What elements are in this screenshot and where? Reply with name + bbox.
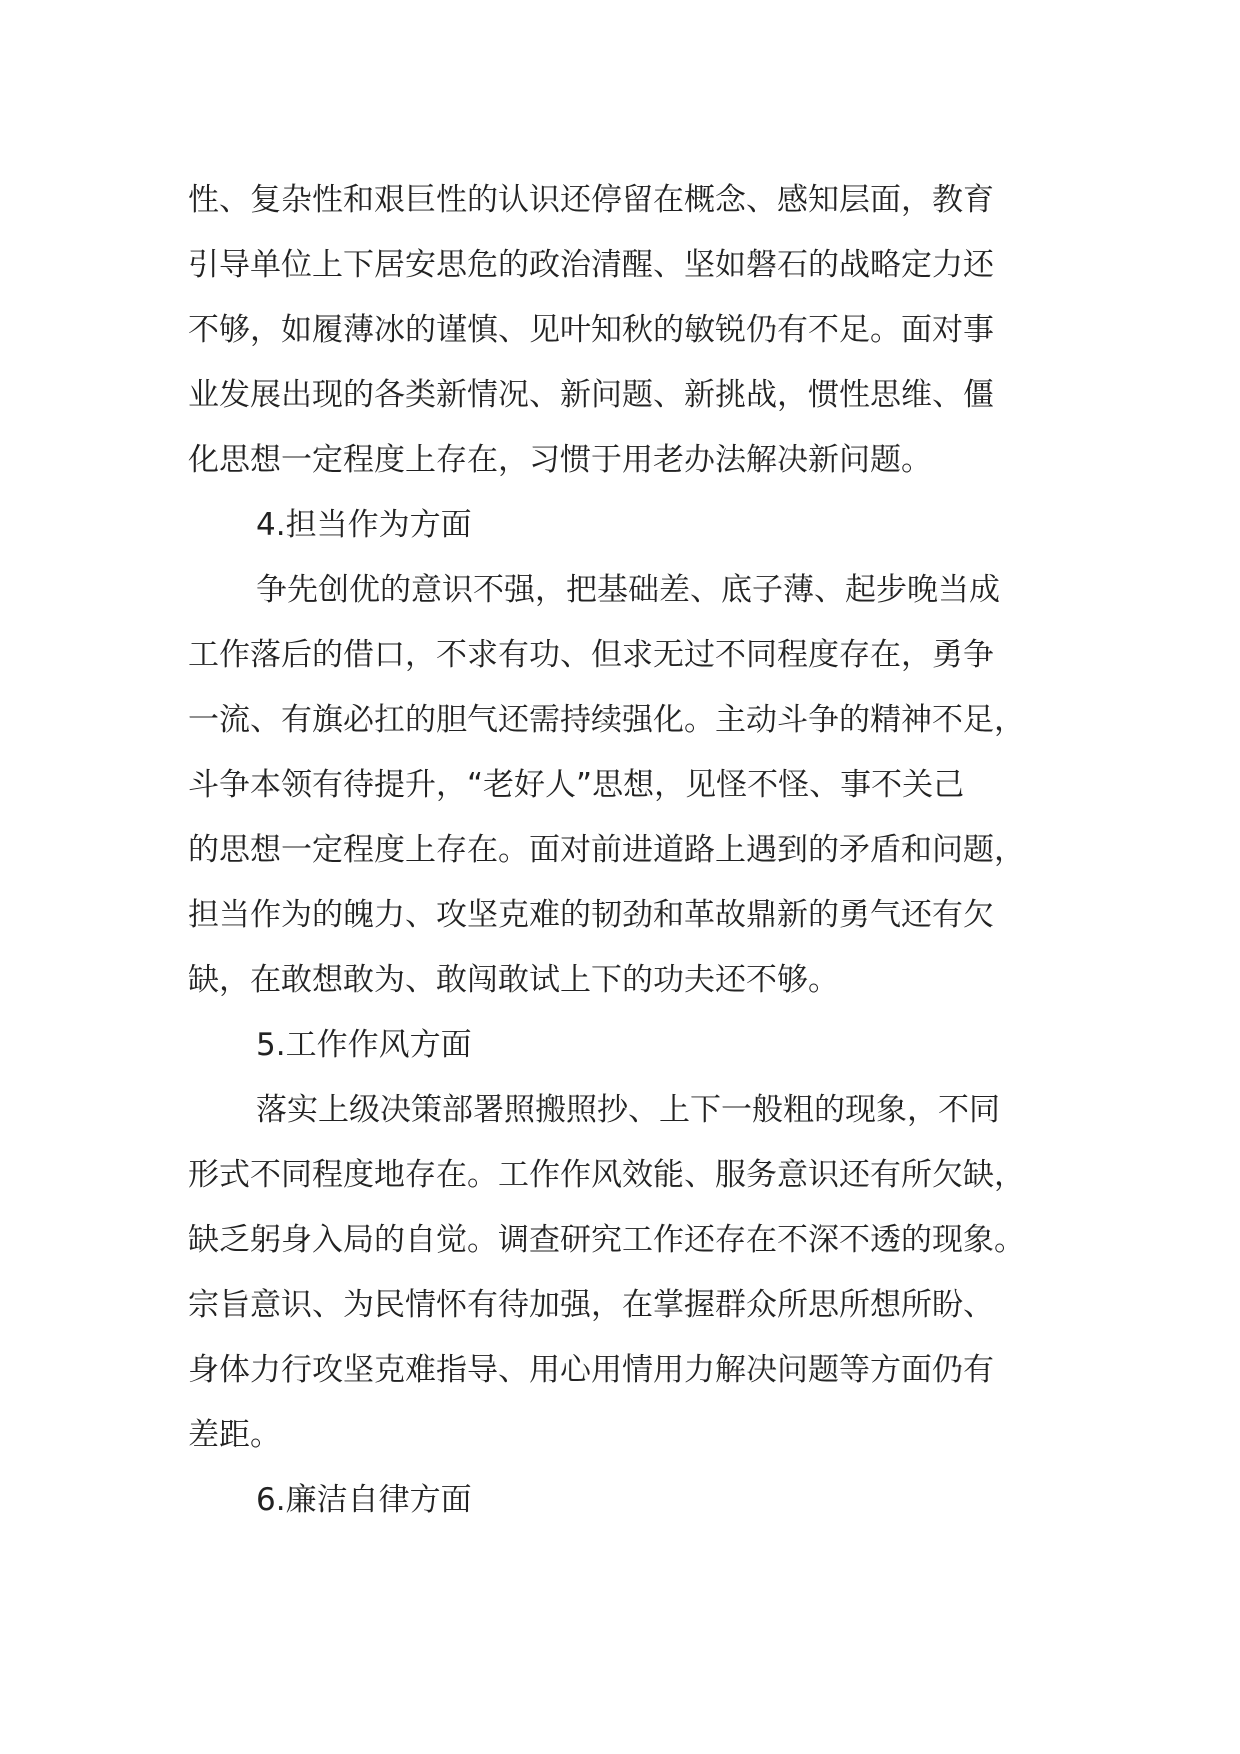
text-line: 担当作为的魄力、攻坚克难的韧劲和革故鼎新的勇气还有欠: [188, 897, 994, 933]
document-body: [188, 168, 1068, 1533]
text-line: 工作落后的借口，不求有功、但求无过不同程度存在，勇争: [188, 637, 994, 673]
text-line: 缺，在敢想敢为、敢闯敢试上下的功夫还不够。: [188, 962, 839, 998]
text-line: 形式不同程度地存在。工作作风效能、服务意识还有所欠缺，: [188, 1157, 1025, 1193]
text-line: 身体力行攻坚克难指导、用心用情用力解决问题等方面仍有: [188, 1352, 994, 1388]
section-heading-5: 5.工作作风方面: [256, 1027, 472, 1063]
paragraph-5: [188, 1078, 1068, 1468]
section-heading-6: 6.廉洁自律方面: [256, 1482, 472, 1518]
text-line: 不够，如履薄冰的谨慎、见叶知秋的敏锐仍有不足。面对事: [188, 312, 994, 348]
paragraph-4: [188, 558, 1068, 1013]
text-line: 的思想一定程度上存在。面对前进道路上遇到的矛盾和问题，: [188, 832, 1025, 868]
text-line: 一流、有旗必扛的胆气还需持续强化。主动斗争的精神不足，: [188, 702, 1025, 738]
text-line: 差距。: [188, 1417, 281, 1453]
text-line: 性、复杂性和艰巨性的认识还停留在概念、感知层面，教育: [188, 182, 994, 218]
text-line: 斗争本领有待提升，“老好人”思想，见怪不怪、事不关己: [188, 767, 965, 803]
text-line: 争先创优的意识不强，把基础差、底子薄、起步晚当成: [256, 572, 1000, 608]
text-line: 引导单位上下居安思危的政治清醒、坚如磐石的战略定力还: [188, 247, 994, 283]
text-line: 业发展出现的各类新情况、新问题、新挑战，惯性思维、僵: [188, 377, 994, 413]
text-line: 缺乏躬身入局的自觉。调查研究工作还存在不深不透的现象。: [188, 1222, 1025, 1258]
section-heading-4: 4.担当作为方面: [256, 507, 472, 543]
text-line: 宗旨意识、为民情怀有待加强，在掌握群众所思所想所盼、: [188, 1287, 994, 1323]
text-line: 落实上级决策部署照搬照抄、上下一般粗的现象，不同: [256, 1092, 1000, 1128]
paragraph-continued: [188, 168, 1068, 493]
text-line: 化思想一定程度上存在，习惯于用老办法解决新问题。: [188, 442, 932, 478]
